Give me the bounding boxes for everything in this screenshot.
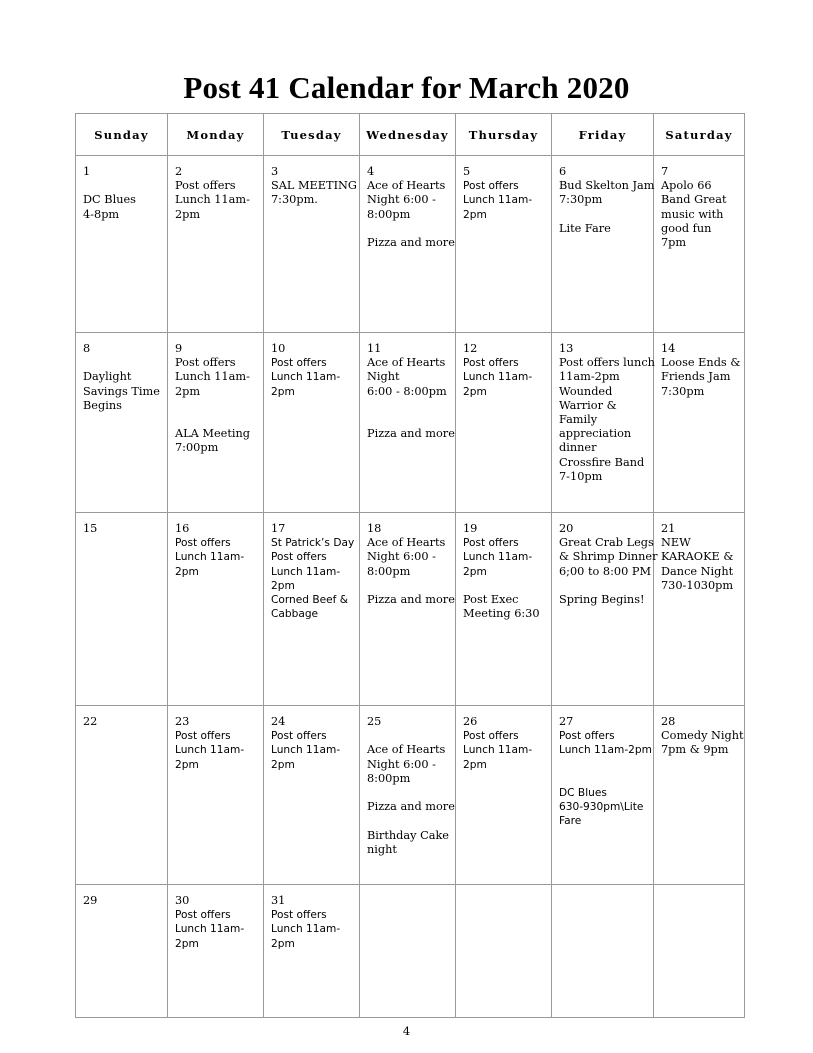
day-cell xyxy=(552,333,654,513)
page-number: 4 xyxy=(402,1024,411,1038)
event-text: good fun xyxy=(661,221,712,235)
event-text: Lunch 11am- xyxy=(463,194,533,207)
day-number: 2 xyxy=(175,165,183,178)
event-text: 2pm xyxy=(463,758,487,771)
day-number: 12 xyxy=(463,342,478,355)
week-row xyxy=(76,513,745,706)
event-text xyxy=(175,399,259,413)
day-number: 15 xyxy=(83,522,98,535)
event-text: Lunch 11am- xyxy=(175,370,250,384)
event-text: Post offers xyxy=(271,551,327,564)
event-text: Ace of Hearts xyxy=(367,536,446,550)
event-text xyxy=(559,758,649,772)
event-text: Lunch 11am- xyxy=(271,371,341,384)
event-text: 4-8pm xyxy=(83,207,120,221)
event-text xyxy=(367,579,451,593)
event-text: Post offers xyxy=(271,730,327,743)
event-text: night xyxy=(367,842,397,856)
week-row xyxy=(76,156,745,333)
event-text: 11am-2pm xyxy=(559,370,620,384)
day-cell xyxy=(264,513,360,706)
event-text: Post offers xyxy=(175,179,236,193)
event-text: DC Blues xyxy=(559,786,607,799)
day-number: 25 xyxy=(367,715,382,728)
day-number: 24 xyxy=(271,715,286,728)
weekday-header-thursday: Thursday xyxy=(456,114,552,156)
event-text: 6:00 - 8:00pm xyxy=(367,384,447,398)
event-text: Post offers xyxy=(463,730,519,743)
event-text: Post offers xyxy=(463,537,519,550)
event-text xyxy=(367,786,451,800)
event-text: 2pm xyxy=(175,207,201,221)
event-text: Bud Skelton Jam xyxy=(559,179,655,193)
day-number: 5 xyxy=(463,165,471,178)
event-text: Pizza and more xyxy=(367,427,455,441)
day-cell xyxy=(360,885,456,1018)
event-text: Comedy Night xyxy=(661,729,744,743)
event-text: Fare xyxy=(559,815,582,828)
event-text: Night xyxy=(367,370,400,384)
event-text: 8:00pm xyxy=(367,564,411,578)
event-text: 8:00pm xyxy=(367,207,411,221)
event-text: 7:30pm xyxy=(661,384,705,398)
event-text xyxy=(367,729,451,743)
day-cell xyxy=(456,885,552,1018)
day-cell xyxy=(76,706,168,885)
event-text: Lunch 11am- xyxy=(175,551,245,564)
day-cell xyxy=(264,156,360,333)
event-text: Lunch 11am-2pm xyxy=(559,744,652,757)
calendar-table xyxy=(75,113,745,1018)
event-text: 2pm xyxy=(271,758,295,771)
day-cell xyxy=(654,333,745,513)
day-number: 18 xyxy=(367,522,382,535)
event-text: Post offers xyxy=(175,356,236,370)
week-row xyxy=(76,333,745,513)
event-text: Lunch 11am- xyxy=(463,371,533,384)
event-text: Night 6:00 - xyxy=(367,193,436,207)
day-cell xyxy=(456,513,552,706)
day-number: 31 xyxy=(271,894,286,907)
event-text: music with xyxy=(661,207,724,221)
event-text: 7-10pm xyxy=(559,469,603,483)
day-cell xyxy=(654,706,745,885)
event-text xyxy=(83,356,163,370)
weekday-header-tuesday: Tuesday xyxy=(264,114,360,156)
event-text: Lunch 11am- xyxy=(175,744,245,757)
event-text: Post Exec xyxy=(463,593,519,606)
day-cell xyxy=(360,156,456,333)
event-text: & Shrimp Dinner xyxy=(559,550,658,564)
day-number: 13 xyxy=(559,342,574,355)
event-text: Lunch 11am- xyxy=(175,923,245,936)
day-number: 20 xyxy=(559,522,574,535)
day-cell xyxy=(76,513,168,706)
day-number: 3 xyxy=(271,165,279,178)
event-text: Pizza and more xyxy=(367,800,455,814)
day-number: 1 xyxy=(83,165,91,178)
day-number: 27 xyxy=(559,715,574,728)
event-text: 730-1030pm xyxy=(661,578,734,592)
day-number: 30 xyxy=(175,894,190,907)
day-number: 23 xyxy=(175,715,190,728)
event-text: 7pm & 9pm xyxy=(661,743,729,757)
event-text: 2pm xyxy=(271,385,295,398)
day-cell xyxy=(168,513,264,706)
event-text: Night 6:00 - xyxy=(367,757,436,771)
weekday-header-sunday: Sunday xyxy=(76,114,168,156)
event-text: Lite Fare xyxy=(559,221,611,235)
event-text xyxy=(175,413,259,427)
event-text: 2pm xyxy=(271,579,295,592)
day-number: 4 xyxy=(367,165,375,178)
day-number: 21 xyxy=(661,522,676,535)
event-text xyxy=(559,579,649,593)
event-text: Wounded xyxy=(559,384,613,398)
day-cell xyxy=(76,885,168,1018)
event-text: Savings Time xyxy=(83,384,160,398)
event-text: Apolo 66 xyxy=(661,179,712,193)
event-text: 630-930pm\Lite xyxy=(559,801,644,814)
event-text xyxy=(463,579,547,593)
event-text: Dance Night xyxy=(661,564,734,578)
weekday-header-monday: Monday xyxy=(168,114,264,156)
event-text: Band Great xyxy=(661,193,727,207)
day-number: 17 xyxy=(271,522,286,535)
day-cell xyxy=(456,156,552,333)
day-cell xyxy=(654,513,745,706)
event-text: Post offers xyxy=(559,730,615,743)
event-text: Night 6:00 - xyxy=(367,550,436,564)
day-cell xyxy=(552,513,658,706)
event-text: 2pm xyxy=(175,937,199,950)
event-text: Corned Beef & xyxy=(271,594,349,607)
day-cell xyxy=(360,706,456,885)
weekday-header-wednesday: Wednesday xyxy=(360,114,456,156)
event-text xyxy=(367,413,451,427)
day-cell xyxy=(76,333,168,513)
page-title: Post 41 Calendar for March 2020 xyxy=(183,70,630,105)
event-text: Loose Ends & xyxy=(661,356,741,370)
week-row xyxy=(76,706,745,885)
event-text xyxy=(83,179,163,193)
event-text: 2pm xyxy=(271,937,295,950)
event-text: Lunch 11am- xyxy=(271,565,341,578)
day-cell xyxy=(552,156,654,333)
event-text: 8:00pm xyxy=(367,771,411,785)
day-cell xyxy=(168,706,264,885)
weekday-header-row xyxy=(76,114,745,156)
event-text: Post offers xyxy=(175,537,231,550)
day-number: 26 xyxy=(463,715,478,728)
day-cell xyxy=(654,156,745,333)
event-text: Cabbage xyxy=(271,608,319,621)
event-text: 7:00pm xyxy=(175,441,219,455)
day-number: 22 xyxy=(83,715,98,728)
day-cell xyxy=(264,885,360,1018)
day-number: 6 xyxy=(559,165,567,178)
event-text: Spring Begins! xyxy=(559,593,645,606)
event-text: dinner xyxy=(559,441,597,455)
day-cell xyxy=(168,156,264,333)
event-text: 2pm xyxy=(463,565,487,578)
event-text xyxy=(559,208,649,222)
event-text: Meeting 6:30 xyxy=(463,607,540,621)
event-text: DC Blues xyxy=(83,193,136,207)
day-cell xyxy=(168,885,264,1018)
event-text: Post offers xyxy=(463,357,519,370)
event-text: Friends Jam xyxy=(661,370,731,384)
event-text: St Patrick’s Day xyxy=(271,537,355,550)
event-text: 7:30pm. xyxy=(271,193,318,207)
day-cell xyxy=(264,706,360,885)
day-number: 10 xyxy=(271,342,286,355)
event-text: Crossfire Band xyxy=(559,455,645,469)
day-number: 9 xyxy=(175,342,183,355)
day-number: 16 xyxy=(175,522,190,535)
day-cell xyxy=(552,706,654,885)
day-cell xyxy=(654,885,745,1018)
event-text: 7:30pm xyxy=(559,193,603,207)
event-text: Great Crab Legs xyxy=(559,536,654,550)
day-number: 14 xyxy=(661,342,676,355)
event-text: Warrior & xyxy=(559,398,617,412)
event-text: Ace of Hearts xyxy=(367,743,446,757)
day-number: 8 xyxy=(83,342,91,355)
event-text: Daylight xyxy=(83,370,132,384)
event-text: Lunch 11am- xyxy=(175,193,250,207)
day-cell xyxy=(360,513,456,706)
weekday-header-friday: Friday xyxy=(552,114,654,156)
event-text: 6;00 to 8:00 PM xyxy=(559,564,652,578)
event-text: Begins xyxy=(83,398,122,412)
weekday-header-saturday: Saturday xyxy=(654,114,745,156)
day-number: 19 xyxy=(463,522,478,535)
event-text: 2pm xyxy=(175,758,199,771)
event-text: 2pm xyxy=(463,208,487,221)
event-text: Post offers lunch xyxy=(559,356,655,370)
event-text: Pizza and more xyxy=(367,236,455,249)
event-text: appreciation xyxy=(559,427,632,441)
day-cell xyxy=(552,885,654,1018)
event-text: Lunch 11am- xyxy=(271,923,341,936)
day-number: 7 xyxy=(661,165,669,178)
event-text: 2pm xyxy=(463,385,487,398)
event-text: Lunch 11am- xyxy=(463,744,533,757)
day-cell xyxy=(264,333,360,513)
day-number: 11 xyxy=(367,342,382,355)
event-text: 7pm xyxy=(661,236,687,250)
day-cell xyxy=(456,706,552,885)
event-text: Lunch 11am- xyxy=(271,744,341,757)
day-cell xyxy=(168,333,264,513)
event-text: Lunch 11am- xyxy=(463,551,533,564)
event-text: KARAOKE & xyxy=(661,550,734,564)
day-cell xyxy=(456,333,552,513)
event-text: Birthday Cake xyxy=(367,828,449,842)
event-text: ALA Meeting xyxy=(175,427,251,441)
event-text xyxy=(559,772,649,786)
event-text: Post offers xyxy=(271,357,327,370)
event-text: Post offers xyxy=(175,730,231,743)
event-text: SAL MEETING xyxy=(271,179,357,193)
day-number: 29 xyxy=(83,894,98,907)
week-row xyxy=(76,885,745,1018)
event-text: NEW xyxy=(661,536,691,550)
day-cell xyxy=(76,156,168,333)
day-number: 28 xyxy=(661,715,676,728)
event-text xyxy=(367,222,451,236)
day-cell xyxy=(360,333,456,513)
event-text xyxy=(367,814,451,828)
event-text: Pizza and more xyxy=(367,593,455,606)
event-text: Family xyxy=(559,413,598,427)
event-text xyxy=(367,399,451,413)
event-text: Post offers xyxy=(463,180,519,193)
event-text: Post offers xyxy=(175,909,231,922)
event-text: Ace of Hearts xyxy=(367,179,446,193)
event-text: 2pm xyxy=(175,565,199,578)
event-text: Post offers xyxy=(271,909,327,922)
event-text: 2pm xyxy=(175,384,201,398)
event-text: Ace of Hearts xyxy=(367,356,446,370)
